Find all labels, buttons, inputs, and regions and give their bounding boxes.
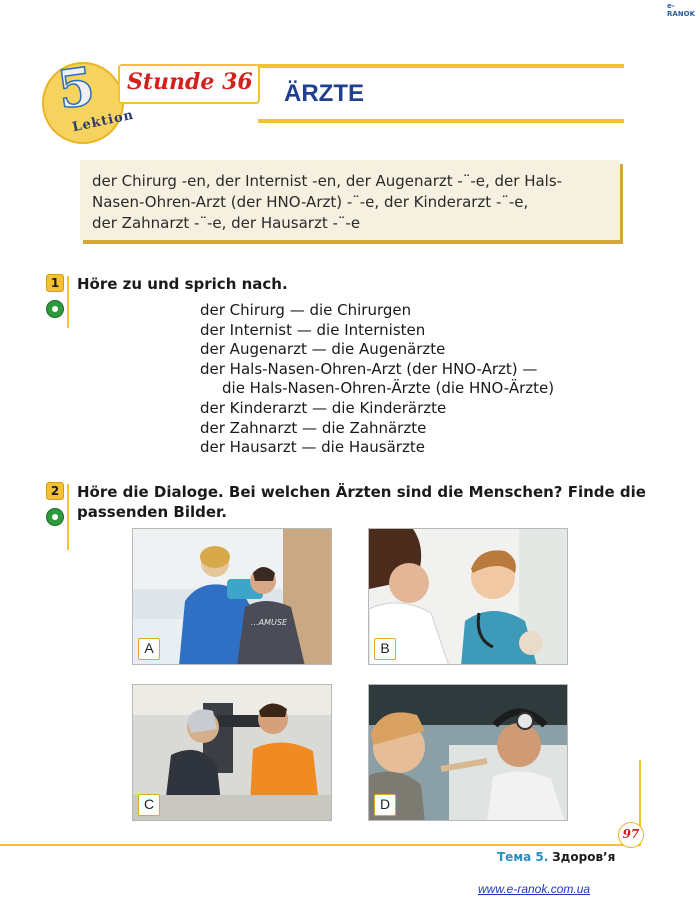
word-line: der Zahnarzt — die Zahnärzte bbox=[200, 418, 427, 437]
word-line: der Hausarzt — die Hausärzte bbox=[200, 438, 425, 457]
photo-label-d: D bbox=[374, 794, 396, 816]
exercise-2-title-line: Höre die Dialoge. Bei welchen Ärzten sind die Menschen? Finde die bbox=[77, 483, 646, 501]
word-line: die Hals-Nasen-Ohren-Ärzte (die HNO-Ärzte) bbox=[222, 379, 555, 398]
page-number: 97 bbox=[618, 822, 644, 848]
word-line: der Chirurg — die Chirurgen bbox=[200, 301, 412, 319]
header-bottom-rule bbox=[258, 119, 624, 123]
photo-label-a: A bbox=[138, 638, 160, 660]
word-line: der Augenarzt — die Augenärzte bbox=[200, 340, 446, 359]
word-list bbox=[200, 301, 554, 458]
footer-topic-value: Здоров’я bbox=[552, 850, 616, 864]
vocabulary-text bbox=[92, 171, 612, 234]
photo-ophthalmologist bbox=[132, 684, 332, 821]
photo-ent-doctor bbox=[368, 684, 568, 821]
photo-pediatrician bbox=[368, 528, 568, 665]
footer-topic bbox=[497, 850, 615, 864]
word-line: der Hals-Nasen-Ohren-Arzt (der HNO-Arzt) — bbox=[200, 359, 538, 378]
page-title: ÄRZTE bbox=[284, 80, 364, 107]
footer-rule bbox=[0, 844, 640, 846]
lesson-number: 5 bbox=[53, 55, 99, 122]
audio-cd-icon[interactable] bbox=[46, 508, 64, 526]
audio-cd-icon[interactable] bbox=[46, 300, 64, 318]
vocabulary-line: der Chirurg -en, der Internist -en, der Augenarzt -¨-e, der Hals- bbox=[92, 172, 563, 190]
vocabulary-line: Nasen-Ohren-Arzt (der HNO-Arzt) -¨-e, der Kinderarzt -¨-e, bbox=[92, 193, 529, 211]
publisher-logo: e-RANOK bbox=[667, 2, 696, 18]
exercise-1-bar bbox=[67, 276, 69, 328]
exercise-2-title-line: passenden Bilder. bbox=[77, 503, 227, 521]
shirt-text: ...AMUSE bbox=[251, 618, 287, 627]
exercise-1-title: Höre zu und sprich nach. bbox=[77, 275, 288, 293]
photo-dentist bbox=[132, 528, 332, 665]
exercise-2-title bbox=[77, 482, 646, 522]
vocabulary-line: der Zahnarzt -¨-e, der Hausarzt -¨-e bbox=[92, 214, 361, 232]
photo-label-b: B bbox=[374, 638, 396, 660]
stunde-label: Stunde 36 bbox=[127, 69, 253, 95]
exercise-2-number: 2 bbox=[46, 482, 64, 500]
footer-url-link[interactable]: www.e-ranok.com.ua bbox=[478, 882, 591, 896]
photo-label-c: C bbox=[138, 794, 160, 816]
footer-topic-label: Тема 5. bbox=[497, 850, 549, 864]
lesson-word: Lektion bbox=[71, 107, 136, 136]
exercise-1-number: 1 bbox=[46, 274, 64, 292]
exercise-2-bar bbox=[67, 484, 69, 550]
word-line: der Internist — die Internisten bbox=[200, 320, 426, 339]
word-line: der Kinderarzt — die Kinderärzte bbox=[200, 398, 447, 417]
header-top-rule bbox=[258, 64, 624, 68]
